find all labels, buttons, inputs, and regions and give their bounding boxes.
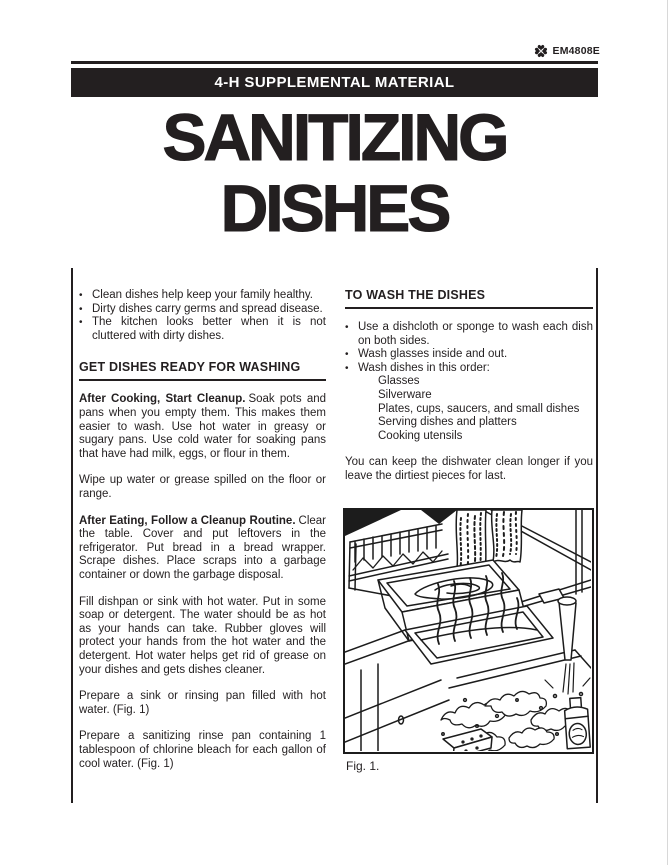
figure-1-illustration [343,508,594,754]
dishwater-note: You can keep the dishwater clean longer if you leave the dirtiest pieces for last. [345,456,593,483]
wash-order-item: Silverware [378,389,432,402]
paragraph-fill-dishpan [79,596,326,678]
right-column-rule [596,268,598,803]
bullet-item: • Use a dishcloth or sponge to wash each dish on both sides. [345,321,593,348]
paragraph-text: Prepare a sanitizing rinse pan containing 1 tablespoon of chlorine bleach for each gallon of cool water. (Fig. 1) [79,730,326,770]
paragraph-after-eating [79,515,326,583]
section-heading-underline [345,307,593,310]
paragraph-text: Prepare a sink or rinsing pan filled with hot water. (Fig. 1) [79,690,326,716]
paragraph-text: Wipe up water or grease spilled on the floor or range. [79,474,326,501]
wash-bullet-list [345,321,593,375]
section-heading-get-ready: GET DISHES READY FOR WASHING [79,360,301,375]
paragraph-wipe-up [79,474,326,501]
wash-order-item: Serving dishes and platters [378,416,517,429]
intro-bullet-list [79,289,326,343]
kitchen-sink-line-art [345,510,591,751]
wash-order-item: Cooking utensils [378,429,463,442]
banner-heading: 4-H SUPPLEMENTAL MATERIAL [71,68,598,97]
left-column [79,289,326,784]
paragraph-sanitizing-pan [79,730,326,771]
masthead-rule [71,61,598,64]
bullet-item: • Clean dishes help keep your family healthy. [79,289,326,303]
paragraph-rinsing-pan [79,690,326,717]
wash-order-list [345,375,593,443]
bullet-item: • The kitchen looks better when it is not cluttered with dirty dishes. [79,316,326,343]
document-code: EM4808E [552,45,600,57]
paragraph-after-cooking [79,393,326,461]
paragraph-text: Clear the table. Cover and put leftovers in the refrigerator. Put bread in a bread wrapper. Scrape dishes. Place scraps into a garbage container or down the garbage disposal. [79,514,326,581]
masthead [534,44,600,58]
paragraph-lead: After Cooking, Start Cleanup. [79,393,246,406]
paragraph-text: Fill dishpan or sink with hot water. Put in some soap or detergent. The water should be as hot as your hands can take. Rubber gloves will protect your hands from the hot water and the detergent. Hot water helps get rid of grease on your dishes and gets dishes cleaner. [79,595,326,676]
bullet-item: • Wash dishes in this order: [345,362,593,376]
bullet-item: • Wash glasses inside and out. [345,348,593,362]
bullet-item: • Dirty dishes carry germs and spread disease. [79,303,326,317]
page-title [0,102,669,244]
left-column-rule [71,268,73,803]
paragraph-text: Soak pots and pans when you empty them. This makes them easier to wash. Use hot water in greasy or sugary pans. Use cold water for soaking pans that have had milk, eggs, or flour in them. [79,393,327,460]
4h-clover-icon [534,44,548,58]
paragraph-lead: After Eating, Follow a Cleanup Routine. [79,514,296,527]
wash-order-item: Glasses [378,375,420,388]
section-heading-underline [79,379,326,382]
section-heading-to-wash: TO WASH THE DISHES [345,288,486,302]
right-column [345,289,593,484]
wash-order-item: Plates, cups, saucers, and small dishes [378,402,580,415]
page-title-line2: DISHES [220,171,449,245]
figure-caption: Fig. 1. [346,759,380,773]
page-title-line1: SANITIZING [162,100,507,174]
